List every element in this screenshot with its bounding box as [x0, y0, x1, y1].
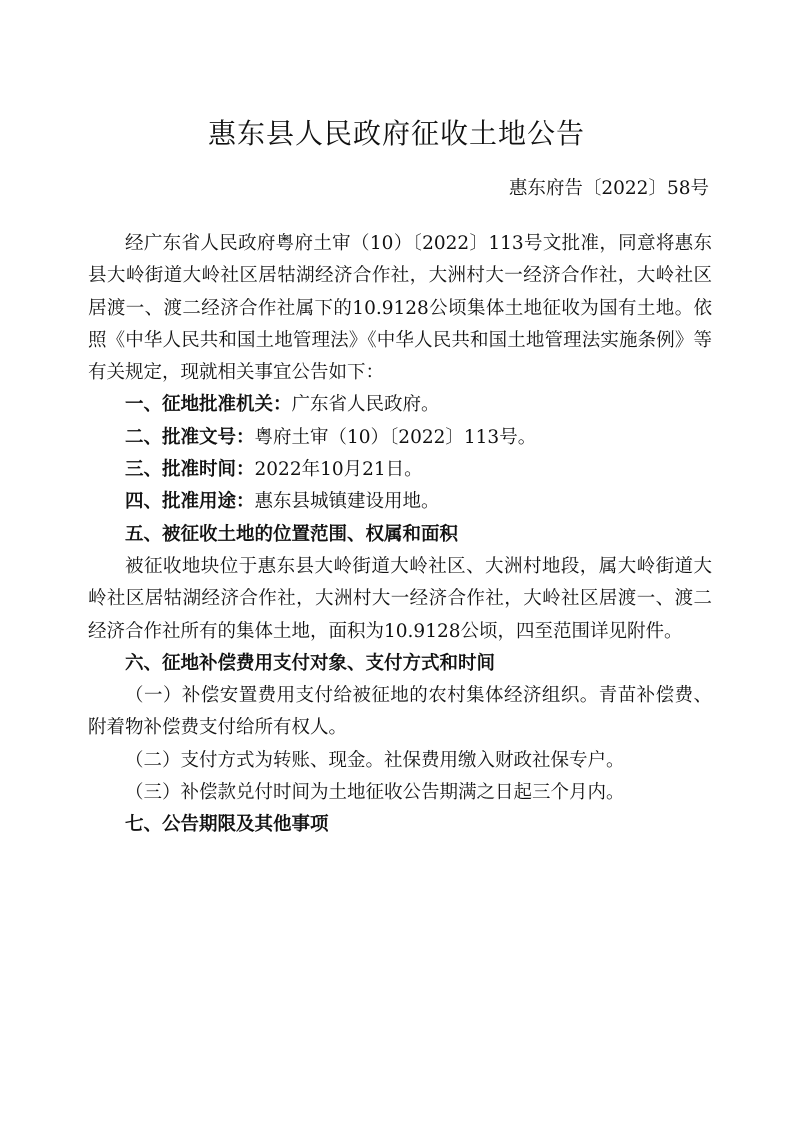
section-5-paragraph: 被征收地块位于惠东县大岭街道大岭社区、大洲村地段，属大岭街道大岭社区居牯湖经济合作社，大洲村大一经济合作社，大岭社区居渡一、渡二经济合作社所有的集体土地，面积为10.9128公顷，四至范围详见附件。	[88, 555, 712, 642]
section-6-paragraph-1: （一）补偿安置费用支付给被征地的农村集体经济组织。青苗补偿费、附着物补偿费支付给所有权人。	[88, 685, 712, 739]
document-number: 惠东府告〔2022〕58号	[508, 178, 709, 199]
document-body	[88, 228, 712, 842]
item-approval-authority	[88, 389, 712, 421]
section-heading-5: 五、被征收土地的位置范围、权属和面积	[125, 523, 459, 545]
intro-paragraph: 经广东省人民政府粤府土审（10）〔2022〕113号文批准，同意将惠东县大岭街道大岭社区居牯湖经济合作社，大洲村大一经济合作社，大岭社区居渡一、渡二经济合作社属下的10.9128公顷集体土地征收为国有土地。依照《中华人民共和国土地管理法》《中华人民共和国土地管理法实施条例》等有关规定，现就相关事宜公告如下：	[88, 233, 712, 384]
section-heading-6: 六、征地补偿费用支付对象、支付方式和时间	[125, 652, 496, 674]
item-approval-number	[88, 422, 712, 454]
item-label: 四、批准用途：	[125, 491, 255, 513]
item-label: 三、批准时间：	[125, 459, 255, 481]
section-6-paragraph-3: （三）补偿款兑付时间为土地征收公告期满之日起三个月内。	[125, 782, 625, 804]
item-value: 广东省人民政府。	[291, 394, 440, 416]
item-value: 粤府土审（10）〔2022〕113号。	[254, 426, 537, 448]
section-heading-7: 七、公告期限及其他事项	[125, 814, 329, 836]
item-label: 一、征地批准机关：	[125, 394, 292, 416]
item-value: 惠东县城镇建设用地。	[254, 491, 440, 513]
document-title: 惠东县人民政府征收土地公告	[207, 117, 585, 150]
item-approval-use	[88, 486, 712, 518]
section-6-paragraph-2: （二）支付方式为转账、现金。社保费用缴入财政社保专户。	[125, 749, 625, 771]
item-value: 2022年10月21日。	[254, 459, 423, 481]
item-approval-date	[88, 454, 712, 486]
item-label: 二、批准文号：	[125, 426, 255, 448]
